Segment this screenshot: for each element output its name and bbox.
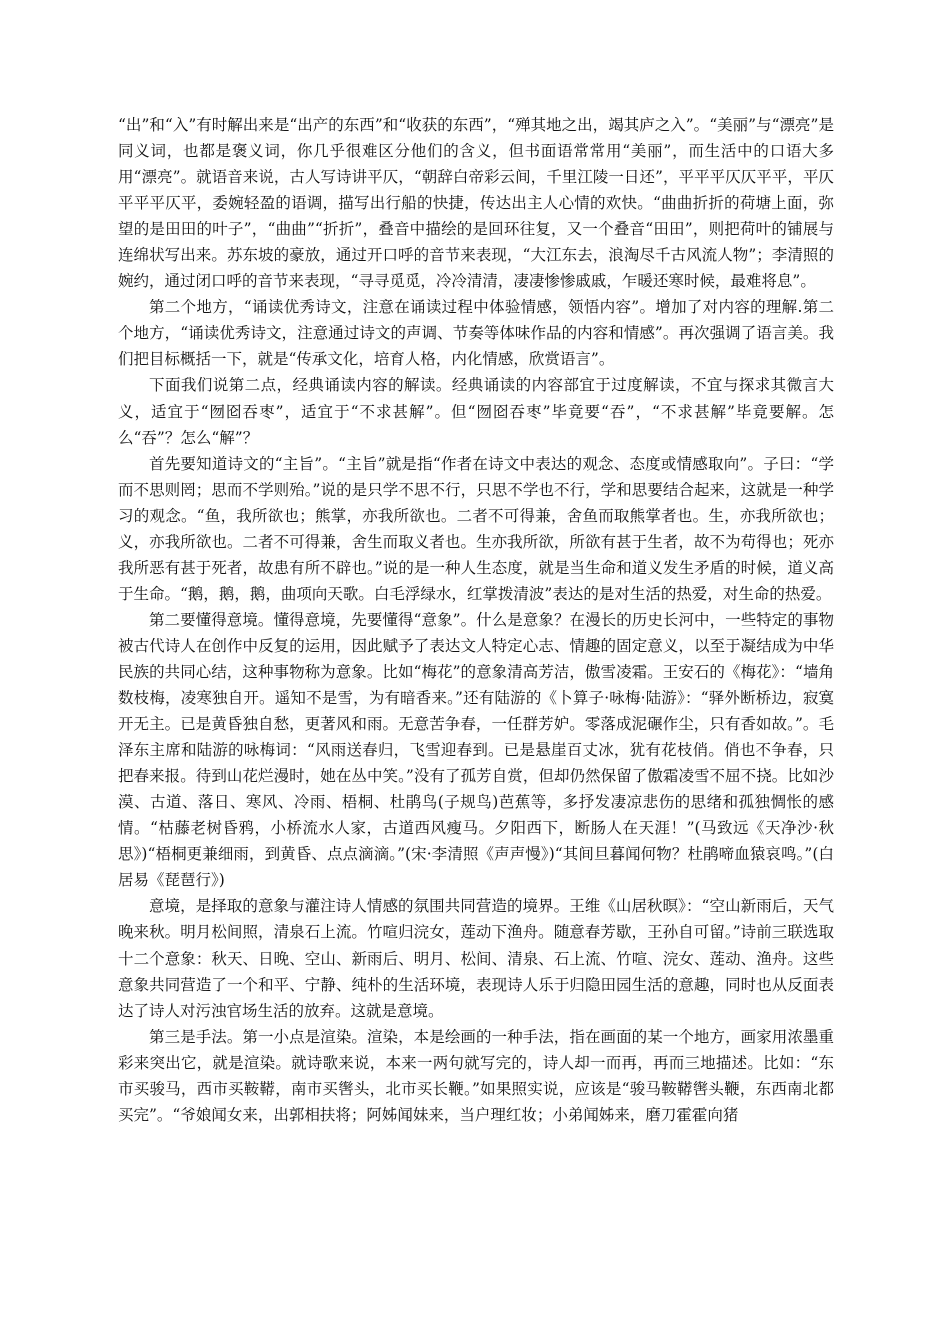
paragraph-2: 第二个地方，“诵读优秀诗文，注意在诵读过程中体验情感，领悟内容”。增加了对内容的理解.第二个地方，“诵读优秀诗文，注意通过诗文的声调、节奏等体味作品的内容和情感”。再次强调了语言美。我们把目标概括一下，就是“传承文化，培育人格，内化情感，欣赏语言”。 xyxy=(118,298,834,369)
paragraph-3: 下面我们说第二点，经典诵读内容的解读。经典诵读的内容部宜于过度解读，不宜与探求其微言大义，适宜于“囫囵吞枣”，适宜于“不求甚解”。但“囫囵吞枣”毕竟要“吞”，“不求甚解”毕竟要解。怎么“吞”？怎么“解”？ xyxy=(118,376,834,447)
document-page xyxy=(118,112,834,1128)
paragraph-4: 首先要知道诗文的“主旨”。“主旨”就是指“作者在诗文中表达的观念、态度或情感取向”。子曰：“学而不思则罔；思而不学则殆。”说的是只学不思不行，只思不学也不行，学和思要结合起来，这就是一种学习的观念。“鱼，我所欲也；熊掌，亦我所欲也。二者不可得兼，舍鱼而取熊掌者也。生，亦我所欲也；义，亦我所欲也。二者不可得兼，舍生而取义者也。生亦我所欲，所欲有甚于生者，故不为苟得也；死亦我所恶有甚于死者，故患有所不辟也。”说的是一种人生态度，就是当生命和道义发生矛盾的时候，道义高于生命。“鹅，鹅，鹅，曲项向天歌。白毛浮绿水，红掌拨清波”表达的是对生活的热爱，对生命的热爱。 xyxy=(118,454,834,603)
paragraph-5: 第二要懂得意境。懂得意境，先要懂得“意象”。什么是意象？在漫长的历史长河中，一些特定的事物被古代诗人在创作中反复的运用，因此赋予了表达文人特定心志、情趣的固定意义，以至于凝结成为中华民族的共同心结，这种事物称为意象。比如“梅花”的意象清高芳洁，傲雪凌霜。王安石的《梅花》：“墙角数枝梅，凌寒独自开。遥知不是雪，为有暗香来。”还有陆游的《卜算子·咏梅·陆游》：“驿外断桥边，寂寞开无主。已是黄昏独自愁，更著风和雨。无意苦争春，一任群芳妒。零落成泥碾作尘，只有香如故。”。毛泽东主席和陆游的咏梅词：“风雨送春归，飞雪迎春到。已是悬崖百丈冰，犹有花枝俏。俏也不争春，只把春来报。待到山花烂漫时，她在丛中笑。”没有了孤芳自赏，但却仍然保留了傲霜凌雪不屈不挠。比如沙漠、古道、落日、寒风、冷雨、梧桐、杜鹃鸟(子规鸟)芭蕉等，多抒发凄凉悲伤的思绪和孤独惆怅的感情。“枯藤老树昏鸦，小桥流水人家，古道西风瘦马。夕阳西下，断肠人在天涯！”(马致远《天净沙·秋思》)“梧桐更兼细雨，到黄昏、点点滴滴。”(宋·李清照《声声慢》)“其间旦暮闻何物？杜鹃啼血猿哀鸣。”(白居易《琵琶行》) xyxy=(118,610,834,890)
paragraph-1: “出”和“入”有时解出来是“出产的东西”和“收获的东西”，“殚其地之出，竭其庐之入”。“美丽”与“漂亮”是同义词，也都是褒义词，你几乎很难区分他们的含义，但书面语常常用“美丽”，而生活中的口语大多用“漂亮”。就语音来说，古人写诗讲平仄，“朝辞白帝彩云间，千里江陵一日还”，平平平仄仄平平，平仄平平平仄平，委婉轻盈的语调，描写出行船的快捷，传达出主人心情的欢快。“曲曲折折的荷塘上面，弥望的是田田的叶子”，“曲曲”“折折”，叠音中描绘的是回环往复，又一个叠音“田田”，则把荷叶的铺展与连绵状写出来。苏东坡的豪放，通过开口呼的音节来表现，“大江东去，浪淘尽千古风流人物”；李清照的婉约，通过闭口呼的音节来表现，“寻寻觅觅，冷冷清清，凄凄惨惨戚戚，乍暖还寒时候，最难将息”。 xyxy=(118,116,834,291)
paragraph-6: 意境，是择取的意象与灌注诗人情感的氛围共同营造的境界。王维《山居秋暝》：“空山新雨后，天气晚来秋。明月松间照，清泉石上流。竹喧归浣女，莲动下渔舟。随意春芳歇，王孙自可留。”诗前三联选取十二个意象：秋天、日晚、空山、新雨后、明月、松间、清泉、石上流、竹喧、浣女、莲动、渔舟。这些意象共同营造了一个和平、宁静、纯朴的生活环境，表现诗人乐于归隐田园生活的意趣，同时也从反面表达了诗人对污浊官场生活的放弃。这就是意境。 xyxy=(118,897,834,1020)
paragraph-7: 第三是手法。第一小点是渲染。渲染，本是绘画的一种手法，指在画面的某一个地方，画家用浓墨重彩来突出它，就是渲染。就诗歌来说，本来一两句就写完的，诗人却一而再，再而三地描述。比如：“东市买骏马，西市买鞍鞯，南市买辔头，北市买长鞭。”如果照实说，应该是“骏马鞍鞯辔头鞭，东西南北都买完”。“爷娘闻女来，出郭相扶将；阿姊闻妹来，当户理红妆；小弟闻姊来，磨刀霍霍向猪 xyxy=(118,1027,834,1124)
